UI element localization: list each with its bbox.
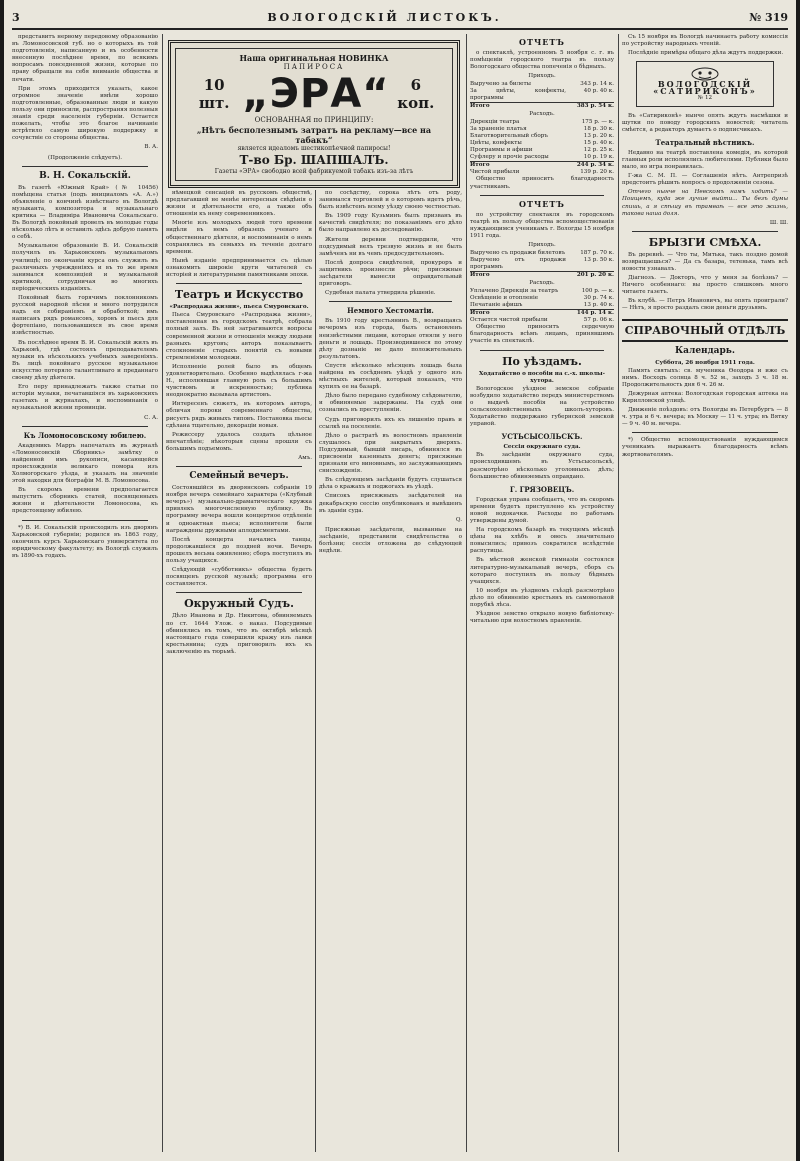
article-heading: Къ Ломоносовскому юбилею. — [23, 430, 147, 440]
divider — [176, 592, 302, 593]
ledger-label: Итого — [470, 272, 566, 280]
article-paragraph: Уѣздное земство открыло новую библіотеку-читальню при волостномъ правленіи. — [470, 611, 614, 625]
article-paragraph: Присяжные засѣдатели, вызванные на засѣданіе, представили свидѣтельства о болѣзни; сессія отложена до слѣдующей недѣли. — [319, 526, 462, 555]
article-paragraph: Въ 1910 году крестьянинъ В., возвращаясь вечеромъ изъ города, былъ остановленъ неизвѣстными лицами, которые отняли у него деньги и лошадь. Производившееся по этому дѣлу дознаніе не дало положительныхъ результатовъ. — [319, 318, 462, 360]
ledger-row — [470, 103, 614, 111]
ledger-subheading: Приходъ. — [528, 73, 556, 80]
article-paragraph: Дѣло Иванова и Др. Никитова, обвиняемыхъ по ст. 1644 Улож. о наказ. Подсудимые обвинялись въ томъ, что въ октябрѣ мѣсяцѣ настоящаго года совершили кражу изъ лавки крестьянина; судъ приговорилъ ихъ къ заключенію въ тюрьмѣ. — [166, 613, 312, 655]
page-number: 3 — [12, 10, 20, 24]
ledger-amount: 18 р. 30 к. — [583, 126, 614, 133]
ledger-row — [470, 119, 614, 126]
ledger-row — [470, 250, 614, 257]
satirikon-issue: № 12 — [697, 95, 713, 102]
ledger-amount: 13 р. 50 к. — [583, 257, 614, 264]
ledger-amount: 30 р. 74 к. — [583, 295, 614, 302]
article-heading: Календарь. — [674, 345, 736, 356]
column-5 — [622, 34, 788, 1152]
article-heading: Семейный вечеръ. — [189, 471, 289, 482]
ledger-label: Выручено съ продажи билетовъ — [470, 250, 566, 257]
ad-slogan: „Нѣтъ бесполезнымъ затратъ на рекламу—все на табакъ“ — [196, 125, 432, 145]
ledger-amount: 187 р. 70 к. — [580, 250, 614, 257]
ledger-label: Остается чистой прибыли — [470, 317, 548, 324]
article-paragraph: Дежурная аптека: Вологодская городская аптека на Кирилловской улицѣ. — [622, 390, 788, 404]
article-paragraph: Въ скоромъ времени предполагается выпустить сборникъ статей, посвященныхъ жизни и дѣятельности Ломоносова, къ предстоящему юбилею. — [12, 487, 158, 515]
article-paragraph: Въ «Сатириконѣ» нынче опять ждутъ насмѣшки и шутки по поводу городскихъ новостей; читатель смѣется, а редакторъ думаетъ о подписчикахъ. — [622, 112, 788, 133]
article-paragraph: Режиссеру удалось создать цѣльное впечатлѣніе; нѣкоторыя сцены прошли съ большимъ подъемомъ. — [166, 431, 312, 452]
ledger-label: Цвѣты, конфекты — [470, 140, 522, 147]
ledger-subheading: Расходъ. — [529, 111, 555, 118]
report-heading: ОТЧЕТЪ — [519, 37, 565, 47]
article-signature: С. А. — [144, 414, 158, 421]
section-heading: БРЫЗГИ СМѢХА. — [648, 235, 762, 249]
article-paragraph: Слѣдующій «субботникъ» общества будетъ посвященъ русской музыкѣ; программа его составляется. — [166, 567, 312, 588]
divider — [329, 301, 452, 302]
article-paragraph: Недавно на театрѣ поставлена комедія, въ которой главныя роли исполнялись любителями. Публики было мало, но игра понравилась. — [622, 149, 788, 171]
issue-number: № 319 — [749, 10, 788, 24]
ledger-row — [470, 88, 614, 103]
ad-brand: „ЭРА“ — [242, 71, 390, 117]
newspaper-title: ВОЛОГОДСКІЙ ЛИСТОКЪ. — [267, 10, 502, 24]
ledger-expense-1 — [470, 119, 614, 176]
section-heading: Окружный Судъ. — [184, 597, 294, 611]
ledger-label: Печатаніе афишъ — [470, 302, 523, 309]
column-3 — [319, 190, 462, 1152]
report-intro: по устройству спектакля въ городскомъ театрѣ въ пользу общества вспомоществованія нуждающимся ученикамъ г. Вологды 15 ноября 1911 года. — [470, 211, 614, 239]
report-thanks: Общество приноситъ сердечную благодарность всѣмъ лицамъ, принявшимъ участіе въ спектаклѣ. — [470, 324, 614, 345]
article-paragraph: Въ 1909 году Кузьминъ былъ призванъ въ качествѣ свидѣтеля; по показаніямъ его дѣло было направлено къ доследованію. — [319, 213, 462, 234]
ledger-amount: 244 р. 34 к. — [566, 162, 614, 170]
article-heading: Театральный вѣстникъ. — [655, 137, 755, 147]
ledger-amount: 40 р. 40 к. — [583, 88, 614, 95]
ledger-amount: 383 р. 54 к. — [566, 103, 614, 111]
ledger-label: Уплачено Дирекціи за театръ — [470, 288, 559, 295]
article-signature: Ш. Ш. — [769, 219, 788, 226]
article-paragraph: Вологодское уѣздное земское собраніе возбудило ходатайство передъ министерствомъ о выдачѣ пособія на устройство сельскохозяйственныхъ школъ-хуторовъ. Ходатайство поддержано губернской земской управой. — [470, 385, 614, 428]
ledger-amount: 144 р. 14 к. — [566, 310, 614, 318]
ledger-amount: 343 р. 14 к. — [580, 81, 614, 88]
ledger-label: Чистой прибыли — [470, 169, 520, 176]
article-signature: В. А. — [144, 144, 158, 151]
article-paragraph: Жители деревни подтвердили, что подсудимый велъ трезвую жизнь и не былъ замѣченъ ни въ чемъ предосудительномъ. — [319, 236, 462, 257]
article-paragraph: Дѣло о растратѣ въ волостномъ правленіи слушалось при закрытыхъ дверяхъ. Подсудимый, бывшій писарь, обвинялся въ присвоеніи казенныхъ денегъ; присяжные признали его виновнымъ, но заслуживающимъ снисхожденія. — [319, 432, 462, 475]
article-paragraph: Послѣ допроса свидѣтелей, прокуроръ и защитникъ произнесли рѣчи; присяжные засѣдатели вынесли оправдательный приговоръ. — [319, 259, 462, 288]
ledger-label: Итого — [470, 310, 566, 318]
ledger-subheading: Расходъ. — [529, 280, 555, 287]
article-paragraph: Въ послѣднее время В. И. Сокальскій жилъ въ Харьковѣ, гдѣ состоялъ преподавателемъ музыки въ нѣсколькихъ учебныхъ заведеніяхъ. Въ лицѣ покойнаго русское музыкальное искусство потеряло талантливаго и преданнаго своему дѣлу дѣятеля. — [12, 339, 158, 382]
ad-maker: Т-во Бр. ШАПШАЛЪ. — [239, 153, 389, 167]
article-paragraph: представитъ нервому передовому образованію въ Ломоносовской губ. но о которыхъ въ той подготовленія, написанную и въ особенности внесенную послѣднее время, по всякимъ вопросамъ повседневной жизни, которые по праву обращали на себя вниманіе общества и печати. — [12, 34, 158, 83]
ledger-label: Освѣщеніе и отопленіе — [470, 295, 539, 302]
ad-line: ОСНОВАННАЯ по ПРИНЦИПУ: — [254, 116, 374, 124]
article-heading: Г. ГРЯЗОВЕЦЪ. — [509, 484, 575, 494]
ledger-label: За цвѣты, конфекты, программы — [470, 88, 566, 102]
article-paragraph: по сосѣдству, сорока лѣтъ отъ роду, занимался торговлей и о которомъ идетъ рѣчь, былъ извѣстенъ всему уѣзду своею честностью. — [319, 190, 462, 211]
article-paragraph: Судъ приговорилъ ихъ къ лишенію правъ и ссылкѣ на поселеніе. — [319, 416, 462, 430]
ledger-label: Итого — [470, 103, 566, 111]
article-paragraph: Судебная палата утвердила рѣшеніе. — [325, 290, 436, 297]
satirikon-title: ВОЛОГОДСКІЙ «САТИРИКОНЪ» — [653, 79, 757, 97]
article-paragraph: Исполненіе ролей было въ общемъ удовлетворительно. Особенно выдѣлялась г-жа Н., исполнявшая главную роль съ большимъ чувствомъ и искренностью; публика неоднократно вызывала артистовъ. — [166, 363, 312, 399]
article-heading: Немного Хестоматіи. — [347, 306, 434, 316]
ledger-amount: 13 р. 40 к. — [583, 302, 614, 309]
article-signature: Q. — [455, 516, 462, 523]
ledger-amount: 15 р. 40 к. — [583, 140, 614, 147]
satirikon-masthead — [636, 61, 774, 106]
ledger-row — [470, 154, 614, 162]
masthead — [12, 6, 788, 30]
ledger-expense-2 — [470, 288, 614, 324]
section-heading: СПРАВОЧНЫЙ ОТДѢЛЪ — [624, 323, 786, 337]
column-rule — [466, 34, 467, 1152]
report-heading: ОТЧЕТЪ — [519, 198, 565, 209]
article-paragraph: На городскомъ базарѣ въ текущемъ мѣсяцѣ цѣны на хлѣбъ и овесъ значительно повысились; привозъ сократился вслѣдствіе распутицы. — [470, 527, 614, 555]
article-paragraph: Музыкальное образованіе В. И. Сокальскій получилъ въ Харьковскомъ музыкальномъ училищѣ; по окончаніи курса онъ служилъ въ различныхъ учрежденіяхъ и въ то же время занимался композиціей и музыкальной критикой, сотрудничая во многихъ періодическихъ изданіяхъ. — [12, 243, 158, 292]
ledger-row — [470, 257, 614, 272]
ad-price: 6 коп. — [397, 76, 435, 112]
article-paragraph: Многіе изъ молодыхъ людей того времени видѣли въ немъ образецъ ученаго и общественнаго дѣятеля, и воспоминанія о немъ сохранялись въ семьяхъ въ теченіе долгаго времени. — [166, 220, 312, 255]
ad-quantity: 10 шт. — [198, 76, 230, 112]
ledger-label: Дирекціи театра — [470, 119, 520, 126]
ledger-label: За храненіе платья — [470, 126, 527, 133]
ad-line: Газеты «ЭРА» свободно всей фабрикуемой табакъ изъ-за лѣтъ — [214, 168, 414, 175]
ledger-label: Итого — [470, 162, 566, 170]
article-heading: УСТЬСЫСОЛЬСКЪ. — [501, 432, 583, 442]
newspaper-page — [4, 0, 796, 1161]
article-paragraph: Въ деревнѣ. — Что ты, Митька, такъ поздно домой возвращаешься? — Да съ базара, тетенька, тамъ всѣ новости узнавалъ. — [622, 251, 788, 272]
cigarette-ad-frame — [168, 40, 460, 188]
divider — [22, 166, 148, 167]
article-paragraph: Его перу принадлежатъ также статьи по исторіи музыки, печатавшіяся въ харьковскихъ газетахъ и журналахъ, и воспоминанія о музыкальной жизни провинціи. — [12, 384, 158, 412]
ledger-amount: 57 р. 06 к. — [583, 317, 614, 324]
ledger-amount: 175 р. — к. — [581, 119, 614, 126]
article-paragraph: Движеніе поѣздовъ: отъ Вологды въ Петербургъ — 8 ч. утра и 6 ч. вечера; въ Москву — 11 ч. утра; въ Вятку — 9 ч. 40 м. вечера. — [622, 407, 788, 428]
continued-note: (Продолженіе слѣдуетъ). — [47, 154, 123, 161]
article-paragraph: Послѣ концерта начались танцы, продолжавшіеся до поздней ночи. Вечеръ прошелъ весьма оживленно; сборъ поступилъ въ пользу учащихся. — [166, 536, 312, 565]
calendar-date: Суббота, 26 ноября 1911 года. — [655, 359, 755, 366]
divider — [480, 350, 604, 351]
ledger-label: Благотворительный сборъ — [470, 133, 548, 140]
ledger-label: Выручено за билеты — [470, 81, 531, 88]
ledger-amount: 100 р. — к. — [581, 288, 614, 295]
ad-line: является идеаломъ шестикопѣечной папиросы! — [237, 145, 391, 152]
section-subheading: «Распродажа жизни», пьеса Смуровскаго. — [169, 304, 309, 311]
section-heading: Театръ и Искусство — [174, 288, 304, 302]
article-subheading: Сессія окружнаго суда. — [503, 444, 581, 451]
ledger-label: Выручено отъ продажи программъ — [470, 257, 566, 271]
ledger-income-2 — [470, 250, 614, 279]
divider — [22, 426, 148, 427]
section-subheading: Ходатайство о пособіи на с.-х. школы-хутора. — [479, 370, 605, 384]
ledger-amount: 139 р. 20 к. — [580, 169, 614, 176]
divider — [632, 432, 778, 433]
divider — [480, 195, 604, 196]
article-paragraph: Академикъ Марръ напечаталъ въ журналѣ «Ломоносовскій Сборникъ» замѣтку о найденной имъ рукописи, касающейся происхожденія великаго помора изъ Холмогорскаго уѣзда, и указалъ на значеніе этой находки для біографіи М. В. Ломоносова. — [12, 442, 158, 485]
ledger-amount: 13 р. 20 к. — [583, 133, 614, 140]
article-paragraph: При этомъ приходится указать, какое огромное значеніе имѣли хорошо подготовленные, образованные люди и какую пользу они приносили, распространяя полезныя знанія среди населенія губерніи. Остается пожелать, чтобы это благое начинаніе встрѣтило самую широкую поддержку и сочувствіе со стороны общества. — [12, 85, 158, 142]
column-rule — [162, 34, 163, 1152]
divider — [22, 520, 148, 521]
article-paragraph: Въ клубѣ. — Петръ Ивановичъ, вы опять проиграли? — Нѣтъ, я просто раздалъ свои деньги друзьямъ. — [622, 298, 788, 312]
ledger-subheading: Приходъ. — [528, 242, 556, 249]
divider — [632, 231, 778, 232]
ledger-row — [470, 272, 614, 280]
ledger-amount: 12 р. 25 к. — [583, 147, 614, 154]
article-paragraph: Покойный былъ горячимъ поклонникомъ русской народной пѣсни и много потрудился надъ ея собираніемъ и обработкой; имъ написанъ рядъ романсовъ, хоровъ и пьесъ для фортепіано, пользовавшихся въ свое время извѣстностью. — [12, 295, 158, 337]
column-2 — [166, 190, 312, 1152]
article-signature: Амъ. — [298, 455, 312, 461]
column-4 — [470, 34, 614, 1152]
section-heading: По уѣздамъ. — [502, 354, 582, 368]
reference-section-box — [622, 319, 788, 342]
article-paragraph: Г-жа С. М. П. — Соглашенія нѣтъ. Антрепризѣ предстоитъ рѣшить вопросъ о продолженіи сезона. — [622, 173, 788, 187]
article-paragraph: 10 ноября въ уѣздномъ съѣздѣ разсмотрѣно дѣло по обвиненію крестьянъ въ самовольной порубкѣ лѣса. — [470, 587, 614, 609]
article-paragraph: Въ засѣданіи окружнаго суда, происходившемъ въ Устьсысольскѣ, разсмотрѣно нѣсколько уголовныхъ дѣлъ; большинство обвиняемыхъ оправдано. — [470, 452, 614, 480]
article-paragraph: Дѣло было передано судебному слѣдователю, и обвиняемые задержаны. На судѣ они сознались въ преступленіи. — [319, 393, 462, 414]
ledger-label: Суфлеру и прочіе расходы — [470, 154, 549, 161]
ledger-label: Программы и афиши — [470, 147, 533, 154]
article-paragraph: Пьеса Смуровскаго «Распродажа жизни», поставленная въ городскомъ театрѣ, собрала полный залъ. Въ ней затрагиваются вопросы современной жизни и отношенія между людьми разныхъ круговъ; авторъ показываетъ столкновеніе старыхъ понятій съ новыми стремленіями молодежи. — [166, 312, 312, 361]
footnote: *) Общество вспомоществованія нуждающимся ученикамъ выражаетъ благодарность всѣмъ жертвователямъ. — [622, 437, 788, 458]
advertisement — [166, 34, 462, 194]
article-paragraph: Состоявшійся въ дворянскомъ собраніи 19 ноября вечеръ семейнаго характера («Клубный вечеръ») музыкально-драматическаго кружка привлекъ многочисленную публику. Въ программу вечера вошли концертное отдѣленіе и одноактная пьеса; исполнители были награждены дружными аплодисментами. — [166, 485, 312, 534]
article-paragraph: Въ газетѣ «Южный Край» (№ 10456) помѣщена статья (подъ инициаломъ «А. А.») объявленіе о кончинѣ извѣстнаго въ Вологдѣ музыканта, композитора и музыкальнаго критика — Владиміра Ивановича Сокальскаго. Въ Вологдѣ покойный провелъ въ молодые годы нѣсколько лѣтъ и оставилъ здѣсь добрую память о себѣ. — [12, 184, 158, 241]
ad-line: Наша оригинальная НОВИНКА — [239, 53, 389, 63]
article-paragraph: Въ слѣдующемъ засѣданіи будутъ слушаться дѣла о кражахъ и поджогахъ въ уѣздѣ. — [319, 477, 462, 491]
article-paragraph: Городская управа сообщаетъ, что въ скоромъ времени будетъ приступлено къ устройству новой водокачки. Расходы по работамъ утверждены думой. — [470, 496, 614, 524]
article-paragraph: Нынѣ изданіе предпринимается съ цѣлью ознакомить широкіе круги читателей съ исторіей и литературными памятниками эпохи. — [166, 257, 312, 279]
footnote: *) В. И. Сокальскій происходилъ изъ дворянъ Харьковской губерніи; родился въ 1863 году, окончилъ курсъ Харьковскаго университета по юридическому факультету; въ Вологдѣ служилъ въ 1890-хъ годахъ. — [12, 524, 158, 559]
ledger-income-1 — [470, 81, 614, 110]
article-paragraph: Діагнозъ. — Докторъ, что у меня за болѣзнь? — Ничего особеннаго: вы просто слишкомъ много читаете газетъ. — [622, 275, 788, 296]
article-paragraph: Послѣдніе примѣры общаго дѣла ждутъ поддержки. — [628, 50, 784, 57]
divider — [176, 283, 302, 284]
column-1 — [12, 34, 158, 1152]
report-thanks: Общество приноситъ благодарность участникамъ. — [470, 176, 614, 190]
verse: Отчего нынче на Невскомъ намъ ходить? — Поищемъ, куда же лучше выйти... Ты безъ думы спишь, а я спѣшу въ трамваѣ — все это жизнь, такова наша доля. — [622, 189, 788, 217]
article-paragraph: Въ мѣстной женской гимназіи состоялся литературно-музыкальный вечеръ, сборъ съ котораго поступилъ въ пользу бѣдныхъ учащихся. — [470, 557, 614, 585]
divider — [176, 466, 302, 467]
report-intro: о спектаклѣ, устроенномъ 5 ноября с. г. въ помѣщеніи городского театра въ пользу Вологодскаго общества попеченія о бѣдныхъ. — [470, 50, 614, 71]
ledger-amount: 201 р. 20 к. — [566, 272, 614, 280]
article-paragraph: Спустя нѣсколько мѣсяцевъ лошадь была найдена въ сосѣднемъ уѣздѣ у одного изъ мѣстныхъ жителей, который показалъ, что купилъ ее на базарѣ. — [319, 362, 462, 391]
article-heading: В. Н. Сокальскій. — [39, 170, 131, 181]
ad-line: ПАПИРОСА — [283, 63, 345, 71]
article-paragraph: Интересенъ сюжетъ, въ которомъ авторъ, обличая пороки современнаго общества, рисуетъ рядъ живыхъ типовъ. Постановка пьесы сдѣлана тщательно, декораціи новыя. — [166, 401, 312, 429]
article-paragraph: Съ 15 ноября въ Вологдѣ начинаетъ работу комиссія по устройству народныхъ чтеній. — [622, 34, 788, 48]
article-paragraph: нѣмецкой сенсаціей въ русскомъ обществѣ, предлагавшей не менѣе интересныя свѣдѣнія о жизни и дѣятельности его, а также объ отношеніи къ нему современниковъ. — [166, 190, 312, 218]
column-rule — [618, 34, 619, 1152]
ledger-amount: 10 р. 19 к. — [583, 154, 614, 161]
article-paragraph: Списокъ присяжныхъ засѣдателей на декабрьскую сессію опубликованъ и вывѣшенъ въ зданіи суда. — [319, 493, 462, 514]
ledger-row — [470, 302, 614, 310]
article-paragraph: Память святыхъ: св. мученика Ѳеодора и иже съ нимъ. Восходъ солнца 8 ч. 52 м., заходъ 3 ч. 18 м. Продолжительность дня 6 ч. 26 м. — [622, 367, 788, 388]
column-rule — [315, 190, 316, 1152]
